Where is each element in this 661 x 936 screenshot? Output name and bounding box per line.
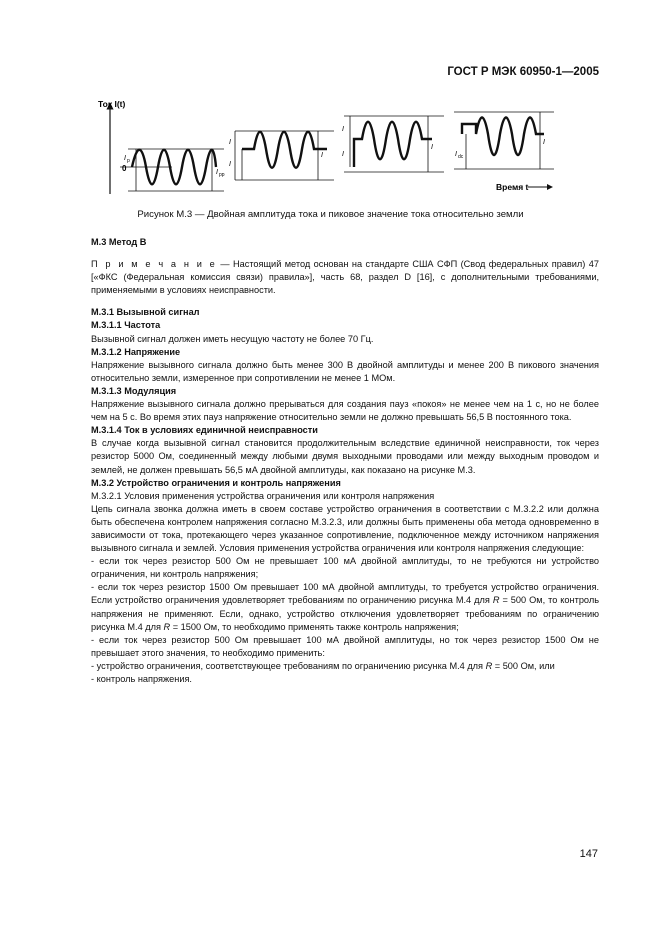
label-ipp-2: I <box>321 152 323 159</box>
x-axis-label: Время t <box>496 182 529 192</box>
document-header: ГОСТ Р МЭК 60950-1—2005 <box>447 66 599 78</box>
section-m314-text: В случае когда вызывной сигнал становится продолжительным вследствие единичной неисправности, ток через резистор 5000 Ом, соединенный между любыми двумя выходными проводами или между выходным проводом и землей, не должен превышать 56,5 мА двойной амплитуды, как показано на рисунке М.3. <box>91 438 599 475</box>
note-text: — Настоящий метод основан на стандарте США СФП (Свод федеральных правил) 47 [«ФКС (Федеральная комиссия связи) правила»], часть 68, раздел D [16], с дополнительными требованиями, применяемыми в условиях неисправности. <box>91 259 599 296</box>
label-idc-4: I <box>455 151 457 158</box>
label-idc-2: I <box>229 161 231 168</box>
label-ipp-3: I <box>431 144 433 151</box>
label-idc-3: I <box>342 151 344 158</box>
section-m312-text: Напряжение вызывного сигнала должно быть менее 300 В двойной амплитуды и менее 200 В пикового значения относительно земли, измеренное при сопротивлении не менее 1 МОм. <box>91 359 599 383</box>
bullet-1: - если ток через резистор 500 Ом не превышает 100 мА двойной амплитуды, то не требуются ни устройство ограничения, ни контроль напряжения; <box>91 556 599 580</box>
y-axis-label: Ток I(t) <box>98 99 126 109</box>
section-m311-title: М.3.1.1 Частота <box>91 320 161 331</box>
label-ip: I <box>124 155 126 162</box>
note-paragraph <box>91 258 599 297</box>
figure-m3 <box>92 94 562 204</box>
bullet-3: - если ток через резистор 500 Ом превышает 100 мА двойной амплитуды, но ток через резистор 1500 Ом не превышает этого значения, то необходимо применить: <box>91 634 599 658</box>
waveform-panel-1 <box>124 149 225 191</box>
current-waveform-diagram <box>92 94 562 204</box>
figure-caption: Рисунок М.3 — Двойная амплитуда тока и пиковое значение тока относительно земли <box>137 209 524 220</box>
label-ip-2: I <box>229 139 231 146</box>
label-ip-3: I <box>342 126 344 133</box>
section-m313-text: Напряжение вызывного сигнала должно прерываться для создания пауз «покоя» не менее чем на 1 с, но не более чем на 5 с. Во время этих пауз напряжение относительно земли не должно превышать 56,5 В постоянного тока. <box>91 399 599 423</box>
section-m321-text: М.3.2.1 Условия применения устройства ограничения или контроля напряжения <box>91 490 435 501</box>
section-m314-title: М.3.1.4 Ток в условиях единичной неисправности <box>91 425 318 436</box>
waveform-panel-4 <box>454 112 554 169</box>
section-m321-para: Цепь сигнала звонка должна иметь в своем составе устройство ограничения в соответствии с М.3.2.2 или должна быть обеспечена контролем напряжения согласно М.3.2.3, или должны быть применены оба метода одновременно в зависимости от тока, протекающего через указанное сопротивление, подключенное между источником напряжения вызывного сигнала и землей. Условия применения устройства ограничения или контроля напряжения следующие: <box>91 503 599 554</box>
waveform-panel-3 <box>342 116 444 172</box>
label-ipp-4: I <box>543 139 545 146</box>
bullet-4: - устройство ограничения, соответствующее требованиям по ограничению рисунка М.4 для R = 500 Ом, или <box>91 660 555 671</box>
section-m313-title: М.3.1.3 Модуляция <box>91 385 177 396</box>
waveform-panel-2 <box>229 131 334 180</box>
section-m32-title: М.3.2 Устройство ограничения и контроль напряжения <box>91 477 341 488</box>
label-ipp-sub-1: pp <box>219 172 225 178</box>
section-m3-title: М.3 Метод В <box>91 237 147 247</box>
note-label: П р и м е ч а н и е <box>91 259 217 270</box>
page-number: 147 <box>579 848 598 860</box>
bullet-2: - если ток через резистор 1500 Ом превышает 100 мА двойной амплитуды, то требуется устройство ограничения. Если устройство ограничения удовлетворяет требованиям по ограничению рисунка М.4 для R = 500 Ом, то контроль напряжения не применяют. Если, однако, устройство отключения удовлетворяет требованиям по ограничению рисунка М.4 для R = 1500 Ом, то необходимо применять также контроль напряжения; <box>91 582 599 632</box>
bullet-5: - контроль напряжения. <box>91 674 192 684</box>
document-body <box>91 236 599 686</box>
section-m31-title: М.3.1 Вызывной сигнал <box>91 307 200 318</box>
label-idc-sub-4: dc <box>458 154 464 160</box>
section-m312-title: М.3.1.2 Напряжение <box>91 346 181 357</box>
label-ip-sub: p <box>127 158 130 164</box>
section-m311-text: Вызывной сигнал должен иметь несущую частоту не более 70 Гц. <box>91 333 374 344</box>
label-ipp-1: I <box>216 169 218 176</box>
zero-label: 0 <box>122 164 127 173</box>
